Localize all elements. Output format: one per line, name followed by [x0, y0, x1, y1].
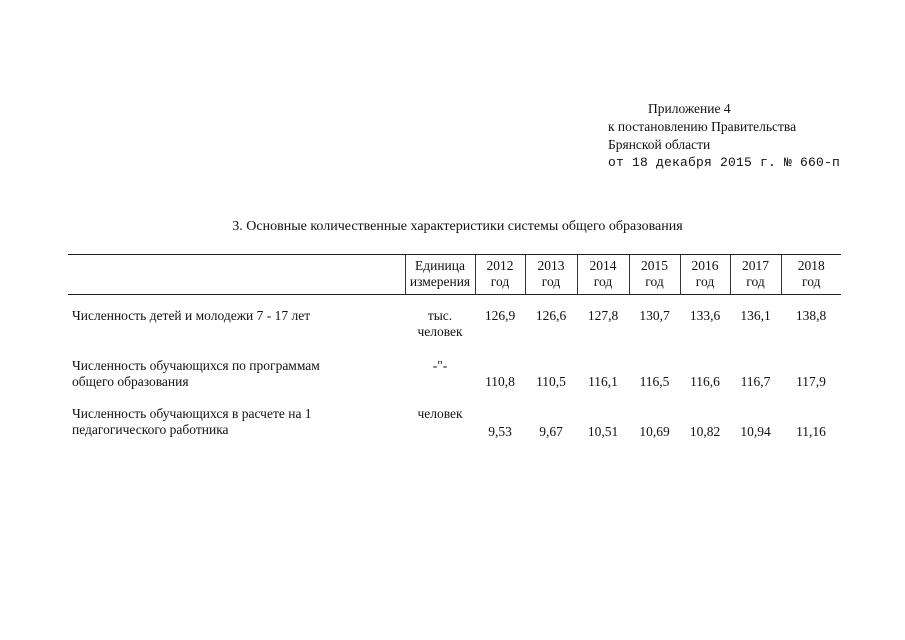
statistics-table — [68, 254, 841, 441]
table-header-row — [68, 255, 841, 295]
row-value-2013: 126,6 — [535, 308, 567, 323]
header-year-2016: 2016 год — [680, 255, 730, 295]
row-unit: тыс. человек — [417, 308, 463, 339]
row-value-2016: 10,82 — [689, 424, 721, 439]
table-row — [68, 405, 841, 441]
row-value-2015: 10,69 — [639, 424, 670, 439]
row-value-2013: 110,5 — [536, 374, 566, 389]
header-year-2014: 2014 год — [577, 255, 629, 295]
row-indicator-name: Численность обучающихся по программам общего образования — [72, 358, 320, 389]
row-value-2018: 11,16 — [796, 424, 826, 439]
row-value-2018: 117,9 — [796, 374, 826, 389]
appendix-number: Приложение 4 — [648, 101, 731, 116]
row-value-2017: 136,1 — [740, 308, 771, 323]
table-row — [68, 357, 841, 391]
table-row — [68, 307, 841, 341]
row-unit: -"- — [432, 358, 448, 373]
appendix-header — [608, 100, 840, 172]
row-value-2017: 10,94 — [740, 424, 771, 439]
row-value-2012: 126,9 — [484, 308, 516, 323]
row-indicator-name: Численность детей и молодежи 7 - 17 лет — [72, 308, 311, 323]
row-value-2015: 116,5 — [639, 374, 670, 389]
row-indicator-name: Численность обучающихся в расчете на 1 педагогического работника — [72, 406, 312, 437]
row-unit: человек — [417, 406, 463, 421]
row-value-2013: 9,67 — [539, 424, 563, 439]
appendix-region: Брянской области — [608, 137, 711, 152]
header-year-2017: 2017 год — [730, 255, 781, 295]
header-year-2013: 2013 год — [525, 255, 577, 295]
row-value-2012: 9,53 — [488, 424, 512, 439]
row-value-2016: 133,6 — [689, 308, 721, 323]
section-title: 3. Основные количественные характеристики системы общего образования — [232, 219, 683, 234]
row-value-2012: 110,8 — [485, 374, 515, 389]
header-indicator-cell — [68, 255, 405, 295]
header-year-2015: 2015 год — [629, 255, 680, 295]
row-value-2015: 130,7 — [639, 308, 670, 323]
header-unit: Единица измерения — [405, 255, 475, 295]
row-value-2014: 116,1 — [588, 374, 618, 389]
row-value-2017: 116,7 — [740, 374, 771, 389]
header-year-2018: 2018 год — [781, 255, 841, 295]
row-value-2016: 116,6 — [690, 374, 720, 389]
row-value-2014: 10,51 — [587, 424, 619, 439]
row-value-2014: 127,8 — [587, 308, 619, 323]
header-year-2012: 2012 год — [475, 255, 525, 295]
row-value-2018: 138,8 — [795, 308, 827, 323]
appendix-decree-ref: к постановлению Правительства — [608, 119, 797, 134]
appendix-date-number: от 18 декабря 2015 г. № 660-п — [608, 155, 841, 170]
